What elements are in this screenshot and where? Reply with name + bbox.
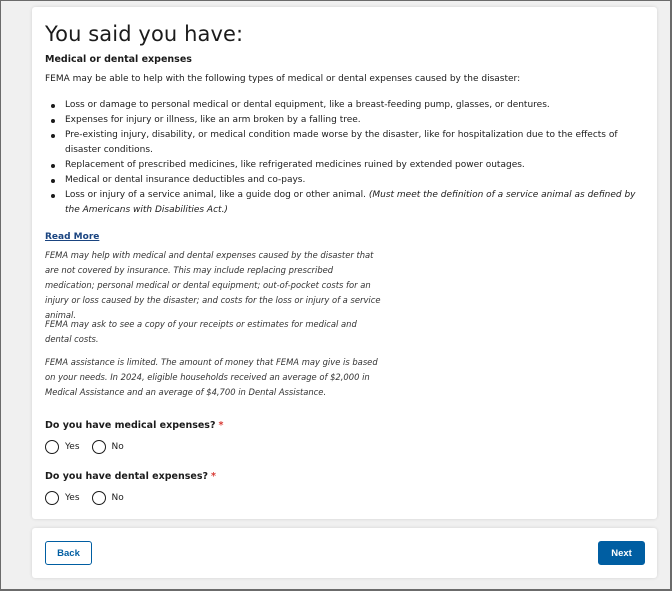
form-card xyxy=(32,7,657,519)
radio-label[interactable]: Yes xyxy=(65,442,80,452)
question-label: Do you have medical expenses? xyxy=(45,420,216,431)
intro-text: FEMA may be able to help with the following types of medical or dental expenses caused by the disaster: xyxy=(45,74,521,84)
list-item xyxy=(45,128,645,158)
list-item-text: Loss or damage to personal medical or dental equipment, like a breast-feeding pump, glasses, or dentures. xyxy=(65,100,550,110)
dental-no-option[interactable] xyxy=(92,491,124,505)
dental-expenses-question xyxy=(45,471,216,482)
required-indicator: * xyxy=(211,471,216,482)
list-item-text: Expenses for injury or illness, like an arm broken by a falling tree. xyxy=(65,115,361,125)
list-item xyxy=(45,188,645,218)
list-item-text: Pre-existing injury, disability, or medical condition made worse by the disaster, like for hospitalization due to the effects of disaster conditions. xyxy=(65,130,618,155)
medical-yes-option[interactable] xyxy=(45,440,80,454)
back-button[interactable]: Back xyxy=(45,541,92,565)
read-more-paragraph-limits: FEMA assistance is limited. The amount of money that FEMA may give is based on your needs. In 2024, eligible households received an average of $2,000 in Medical Assistance and an average of $4,700 in Dental Assistance. xyxy=(45,357,378,397)
radio-label[interactable]: No xyxy=(111,442,124,452)
dental-expenses-radio-group xyxy=(45,490,136,506)
radio-button[interactable] xyxy=(45,440,59,454)
required-indicator: * xyxy=(218,420,224,431)
list-item-text: Medical or dental insurance deductibles and co-pays. xyxy=(65,175,306,185)
read-more-link[interactable]: Read More xyxy=(45,232,100,242)
list-item-text: Replacement of prescribed medicines, like refrigerated medicines ruined by extended power outages. xyxy=(65,160,525,170)
medical-no-option[interactable] xyxy=(92,440,124,454)
navigation-footer xyxy=(32,528,657,578)
list-item xyxy=(45,158,645,173)
expenses-list xyxy=(45,98,645,218)
next-button[interactable]: Next xyxy=(598,541,645,565)
list-item-text: Loss or injury of a service animal, like a guide dog or other animal. xyxy=(65,190,366,200)
radio-label[interactable]: Yes xyxy=(65,493,80,503)
page-title: You said you have: xyxy=(45,22,244,46)
dental-yes-option[interactable] xyxy=(45,491,80,505)
radio-button[interactable] xyxy=(92,440,106,454)
read-more-paragraph-coverage: FEMA may help with medical and dental expenses caused by the disaster that are not covered by insurance. This may include replacing prescribed medication; personal medical or dental equipment; out-of-pocket costs for an injury or loss caused by the disaster; and costs for the loss or injury of a service animal. xyxy=(45,250,381,320)
section-subtitle: Medical or dental expenses xyxy=(45,54,192,65)
service-animal-note: (Must meet the definition of a service animal as defined by the Americans with Disabilities Act.) xyxy=(65,190,636,215)
medical-expenses-question xyxy=(45,420,223,431)
medical-expenses-radio-group xyxy=(45,439,136,455)
list-item xyxy=(45,173,645,188)
question-label: Do you have dental expenses? xyxy=(45,471,208,482)
list-item xyxy=(45,113,645,128)
list-item xyxy=(45,98,645,113)
radio-button[interactable] xyxy=(45,491,59,505)
read-more-paragraph-receipts: FEMA may ask to see a copy of your receipts or estimates for medical and dental costs. xyxy=(45,319,357,344)
radio-button[interactable] xyxy=(92,491,106,505)
radio-label[interactable]: No xyxy=(111,493,124,503)
